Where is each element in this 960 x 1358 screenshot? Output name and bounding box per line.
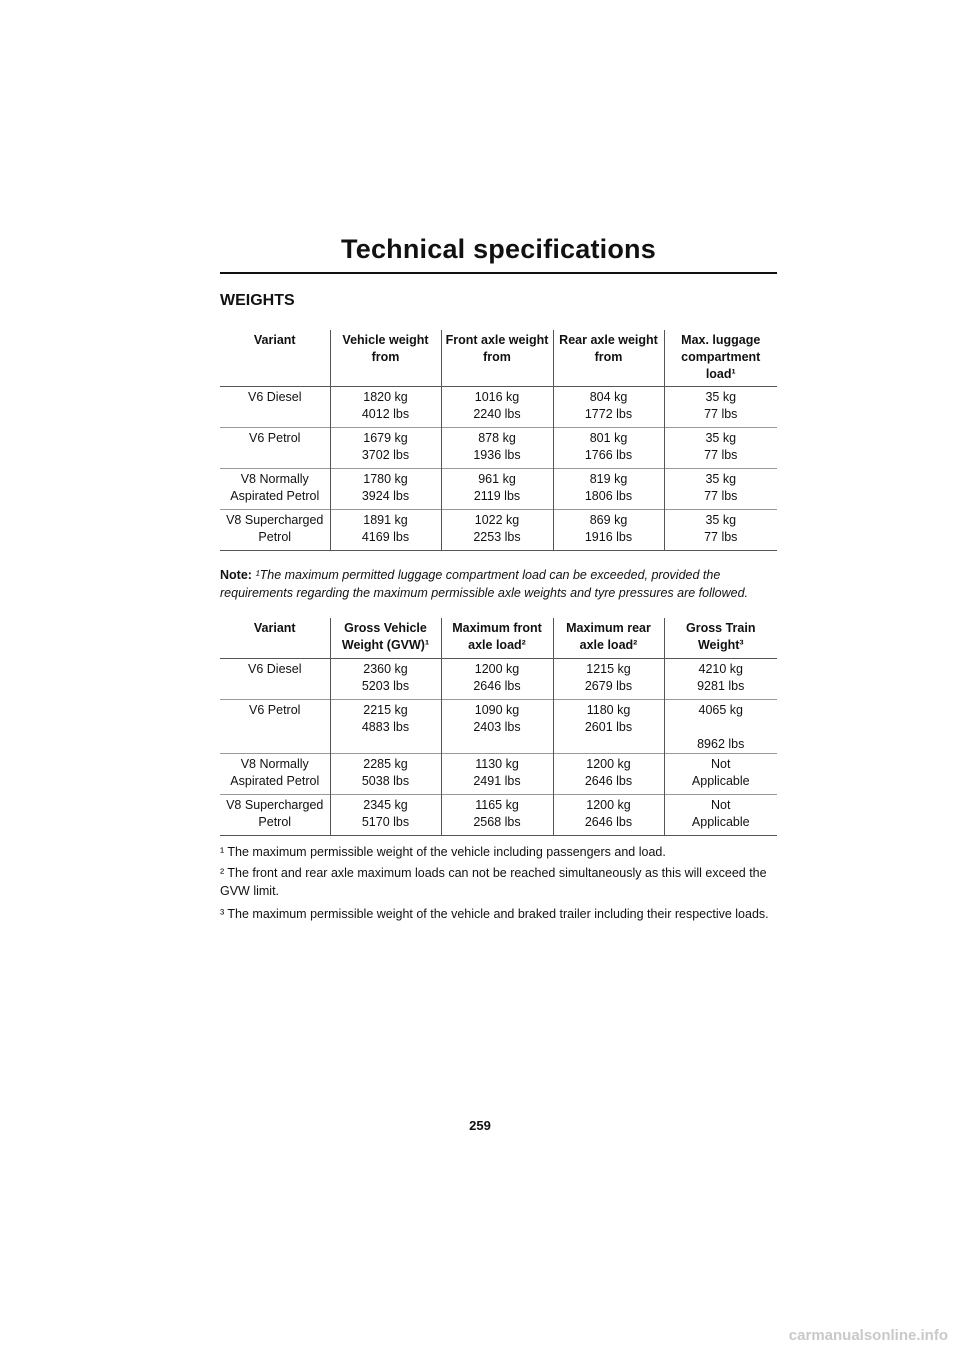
value-cell: 804 kg 1772 lbs — [553, 387, 664, 428]
value-cell: 1090 kg 2403 lbs — [441, 700, 553, 754]
footnote-2: ² The front and rear axle maximum loads can not be reached simultaneously as this will exceed the GVW limit. — [220, 866, 767, 898]
value-cell: 1780 kg 3924 lbs — [330, 469, 441, 510]
column-header: Maximum rear axle load² — [553, 618, 664, 659]
value-cell: 35 kg 77 lbs — [664, 510, 777, 551]
weights-table — [220, 330, 777, 551]
value-cell: 1820 kg 4012 lbs — [330, 387, 441, 428]
column-header: Variant — [220, 618, 330, 659]
table-row — [220, 700, 777, 754]
table-row — [220, 659, 777, 700]
value-cell: 35 kg 77 lbs — [664, 428, 777, 469]
value-cell: 1180 kg 2601 lbs — [553, 700, 664, 754]
value-cell: 1130 kg 2491 lbs — [441, 754, 553, 795]
value-cell: 2345 kg 5170 lbs — [330, 795, 441, 836]
watermark: carmanualsonline.info — [788, 1327, 948, 1344]
column-header: Gross Vehicle Weight (GVW)¹ — [330, 618, 441, 659]
note-text: ¹The maximum permitted luggage compartment load can be exceeded, provided the requirements regarding the maximum permissible axle weights and tyre pressures are followed. — [220, 568, 749, 600]
luggage-note — [220, 566, 780, 602]
table-row — [220, 387, 777, 428]
value-cell: Not Applicable — [664, 754, 777, 795]
variant-cell: V8 Supercharged Petrol — [220, 795, 330, 836]
table-row — [220, 510, 777, 551]
value-cell: 1200 kg 2646 lbs — [441, 659, 553, 700]
table-row — [220, 754, 777, 795]
column-header: Variant — [220, 330, 330, 387]
footnote-3: ³ The maximum permissible weight of the vehicle and braked trailer including their respective loads. — [220, 907, 769, 921]
value-cell: 961 kg 2119 lbs — [441, 469, 553, 510]
value-cell: 1215 kg 2679 lbs — [553, 659, 664, 700]
table-row — [220, 795, 777, 836]
variant-cell: V8 Supercharged Petrol — [220, 510, 330, 551]
variant-cell: V6 Petrol — [220, 428, 330, 469]
title-divider — [220, 272, 777, 274]
column-header: Rear axle weight from — [553, 330, 664, 387]
maximum-weights-table-header — [220, 618, 777, 659]
variant-cell: V8 Normally Aspirated Petrol — [220, 754, 330, 795]
column-header: Max. luggage compartment load¹ — [664, 330, 777, 387]
weights-table-header — [220, 330, 777, 387]
value-cell: 1891 kg 4169 lbs — [330, 510, 441, 551]
value-cell: 1679 kg 3702 lbs — [330, 428, 441, 469]
column-header: Gross Train Weight³ — [664, 618, 777, 659]
value-cell: 2285 kg 5038 lbs — [330, 754, 441, 795]
value-cell: 1200 kg 2646 lbs — [553, 754, 664, 795]
section-heading: WEIGHTS — [220, 292, 295, 309]
value-cell: 4210 kg 9281 lbs — [664, 659, 777, 700]
value-cell: 1016 kg 2240 lbs — [441, 387, 553, 428]
value-cell: 2360 kg 5203 lbs — [330, 659, 441, 700]
value-cell: Not Applicable — [664, 795, 777, 836]
page-title: Technical specifications — [341, 234, 656, 264]
variant-cell: V6 Diesel — [248, 662, 302, 676]
variant-cell: V8 Normally Aspirated Petrol — [220, 469, 330, 510]
variant-cell: V6 Diesel — [248, 390, 302, 404]
column-header: Maximum front axle load² — [441, 618, 553, 659]
value-cell: 869 kg 1916 lbs — [553, 510, 664, 551]
column-header: Front axle weight from — [441, 330, 553, 387]
column-header: Vehicle weight from — [330, 330, 441, 387]
table-row — [220, 428, 777, 469]
value-cell: 819 kg 1806 lbs — [553, 469, 664, 510]
maximum-weights-table — [220, 618, 777, 836]
value-cell: 801 kg 1766 lbs — [553, 428, 664, 469]
footnote-1: ¹ The maximum permissible weight of the vehicle including passengers and load. — [220, 845, 666, 859]
table-row — [220, 469, 777, 510]
value-cell: 878 kg 1936 lbs — [441, 428, 553, 469]
page-number: 259 — [469, 1118, 491, 1133]
value-cell: 35 kg 77 lbs — [664, 469, 777, 510]
note-label: Note: — [220, 568, 252, 582]
value-cell: 4065 kg 8962 lbs — [664, 700, 777, 754]
value-cell: 1165 kg 2568 lbs — [441, 795, 553, 836]
value-cell: 1022 kg 2253 lbs — [441, 510, 553, 551]
value-cell: 1200 kg 2646 lbs — [553, 795, 664, 836]
variant-cell: V6 Petrol — [220, 700, 330, 754]
value-cell: 2215 kg 4883 lbs — [330, 700, 441, 754]
value-cell: 35 kg 77 lbs — [664, 387, 777, 428]
